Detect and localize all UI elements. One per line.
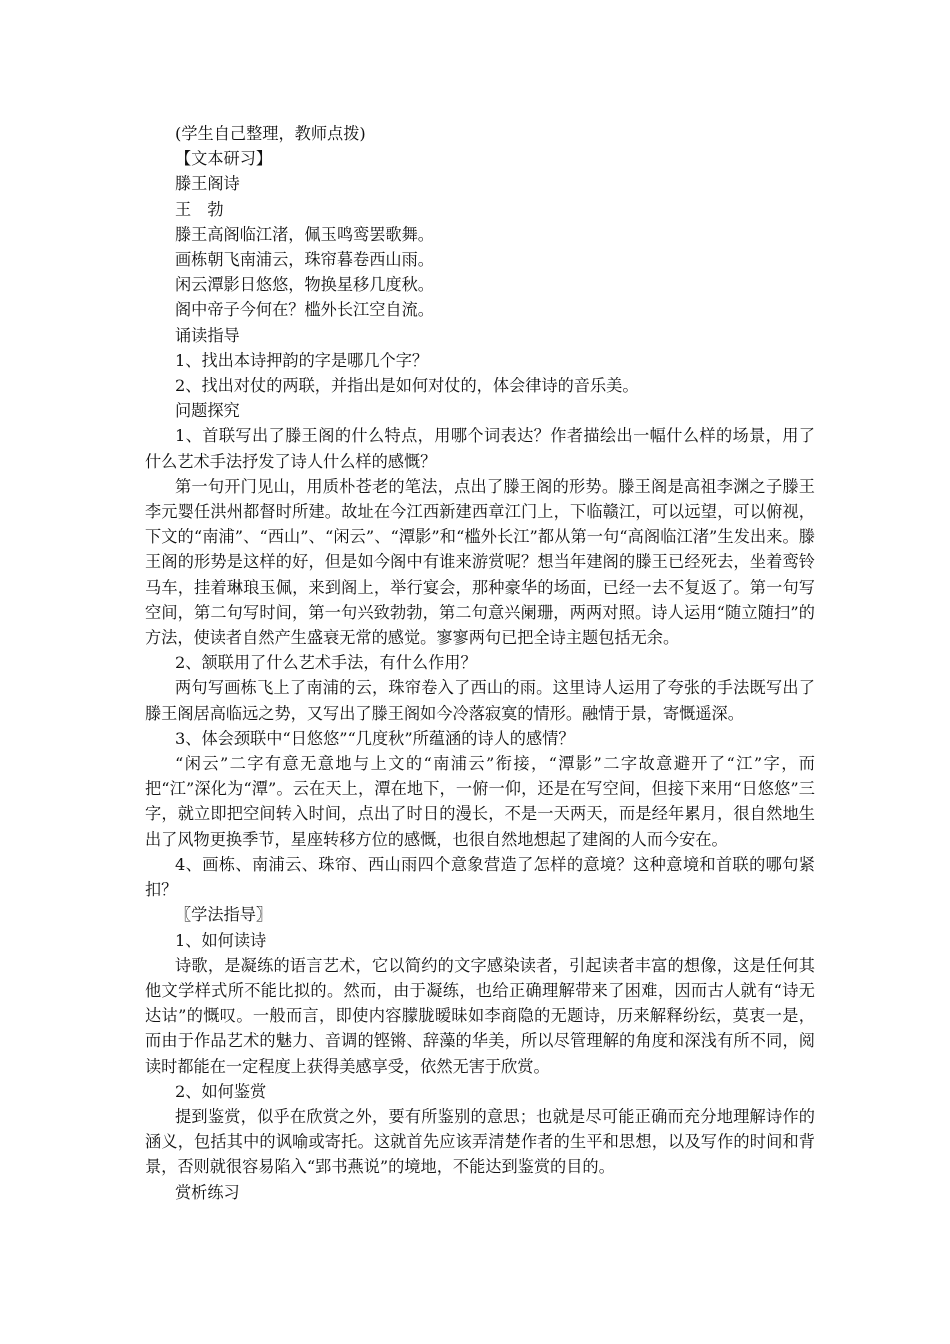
inquiry-heading: 问题探究 bbox=[175, 401, 240, 421]
question-3: 3、体会颈联中“日悠悠”“几度秋”所蕴涵的诗人的感情？ bbox=[175, 728, 575, 748]
question-2: 2、颔联用了什么艺术手法，有什么作用？ bbox=[175, 653, 477, 673]
section-heading-text-study: 【文本研习】 bbox=[175, 149, 273, 169]
poem-author: 王 勃 bbox=[175, 199, 224, 219]
reading-guide-item-1: 1、找出本诗押韵的字是哪几个字？ bbox=[175, 350, 429, 370]
poem-line-4: 阁中帝子今何在？槛外长江空自流。 bbox=[175, 300, 434, 320]
method-1-text: 诗歌，是凝练的语言艺术，它以简约的文字感染读者，引起读者丰富的想像，这是任何其他文学样式所不能比拟的。然而，由于凝练，也给正确理解带来了困难，因而古人就有“诗无达诂”的慨叹。一般而言，即使内容朦胧暧昧如李商隐的无题诗，历来解释纷纭，莫衷一是，而由于作品艺术的魅力、音调的铿锵、辞藻的华美，所以尽管理解的角度和深浅有所不同，阅读时都能在一定程度上获得美感享受，依然无害于欣赏。 bbox=[145, 955, 815, 1076]
question-1: 1、首联写出了滕王阁的什么特点，用哪个词表达？作者描绘出一幅什么样的场景，用了什么艺术手法抒发了诗人什么样的感慨？ bbox=[145, 426, 815, 471]
answer-1: 第一句开门见山，用质朴苍老的笔法，点出了滕王阁的形势。滕王阁是高祖李渊之子滕王李元婴任洪州都督时所建。故址在今江西新建西章江门上，下临赣江，可以远望，可以俯视，下文的“南浦”、“西山”、“闲云”、“潭影”和“槛外长江”都从第一句“高阁临江渚”生发出来。滕王阁的形势是这样的好，但是如今阁中有谁来游赏呢？想当年建阁的滕王已经死去，坐着鸾铃马车，挂着琳琅玉佩，来到阁上，举行宴会，那种豪华的场面，已经一去不复返了。第一句写空间，第二句写时间，第一句兴致勃勃，第二句意兴阑珊，两两对照。诗人运用“随立随扫”的方法，使读者自然产生盛衰无常的感觉。寥寥两句已把全诗主题包括无余。 bbox=[145, 476, 815, 648]
method-2-text: 提到鉴赏，似乎在欣赏之外，要有所鉴别的意思；也就是尽可能正确而充分地理解诗作的涵义，包括其中的讽喻或寄托。这就首先应该弄清楚作者的生平和思想，以及写作的时间和背景，否则就很容易陷入“郢书燕说”的境地，不能达到鉴赏的目的。 bbox=[145, 1106, 815, 1177]
method-guide-heading: 〖学法指导〗 bbox=[175, 905, 273, 925]
answer-2: 两句写画栋飞上了南浦的云，珠帘卷入了西山的雨。这里诗人运用了夸张的手法既写出了滕王阁居高临远之势，又写出了滕王阁如今冷落寂寞的情形。融情于景，寄慨遥深。 bbox=[145, 678, 815, 723]
practice-heading: 赏析练习 bbox=[175, 1182, 240, 1202]
question-4: 4、画栋、南浦云、珠帘、西山雨四个意象营造了怎样的意境？这种意境和首联的哪句紧扣？ bbox=[145, 854, 815, 900]
poem-line-1: 滕王高阁临江渚，佩玉鸣鸾罢歌舞。 bbox=[175, 224, 434, 244]
reading-guide-heading: 诵读指导 bbox=[175, 325, 240, 345]
method-2-title: 2、如何鉴赏 bbox=[175, 1081, 267, 1101]
answer-3: “闲云”二字有意无意地与上文的“南浦云”衔接，“潭影”二字故意避开了“江”字，而把“江”深化为“潭”。云在天上，潭在地下，一俯一仰，还是在写空间，但接下来用“日悠悠”三字，就立即把空间转入时间，点出了时日的漫长，不是一天两天，而是经年累月，很自然地生出了风物更换季节，星座转移方位的感慨，也很自然地想起了建阁的人而今安在。 bbox=[145, 754, 815, 849]
note-line: (学生自己整理，教师点拨) bbox=[175, 124, 366, 143]
poem-line-3: 闲云潭影日悠悠，物换星移几度秋。 bbox=[175, 275, 434, 295]
poem-line-2: 画栋朝飞南浦云，珠帘暮卷西山雨。 bbox=[175, 250, 434, 270]
method-1-title: 1、如何读诗 bbox=[175, 930, 267, 950]
document-page bbox=[145, 121, 815, 1205]
poem-title: 滕王阁诗 bbox=[175, 174, 240, 194]
reading-guide-item-2: 2、找出对仗的两联，并指出是如何对仗的，体会律诗的音乐美。 bbox=[175, 376, 639, 396]
